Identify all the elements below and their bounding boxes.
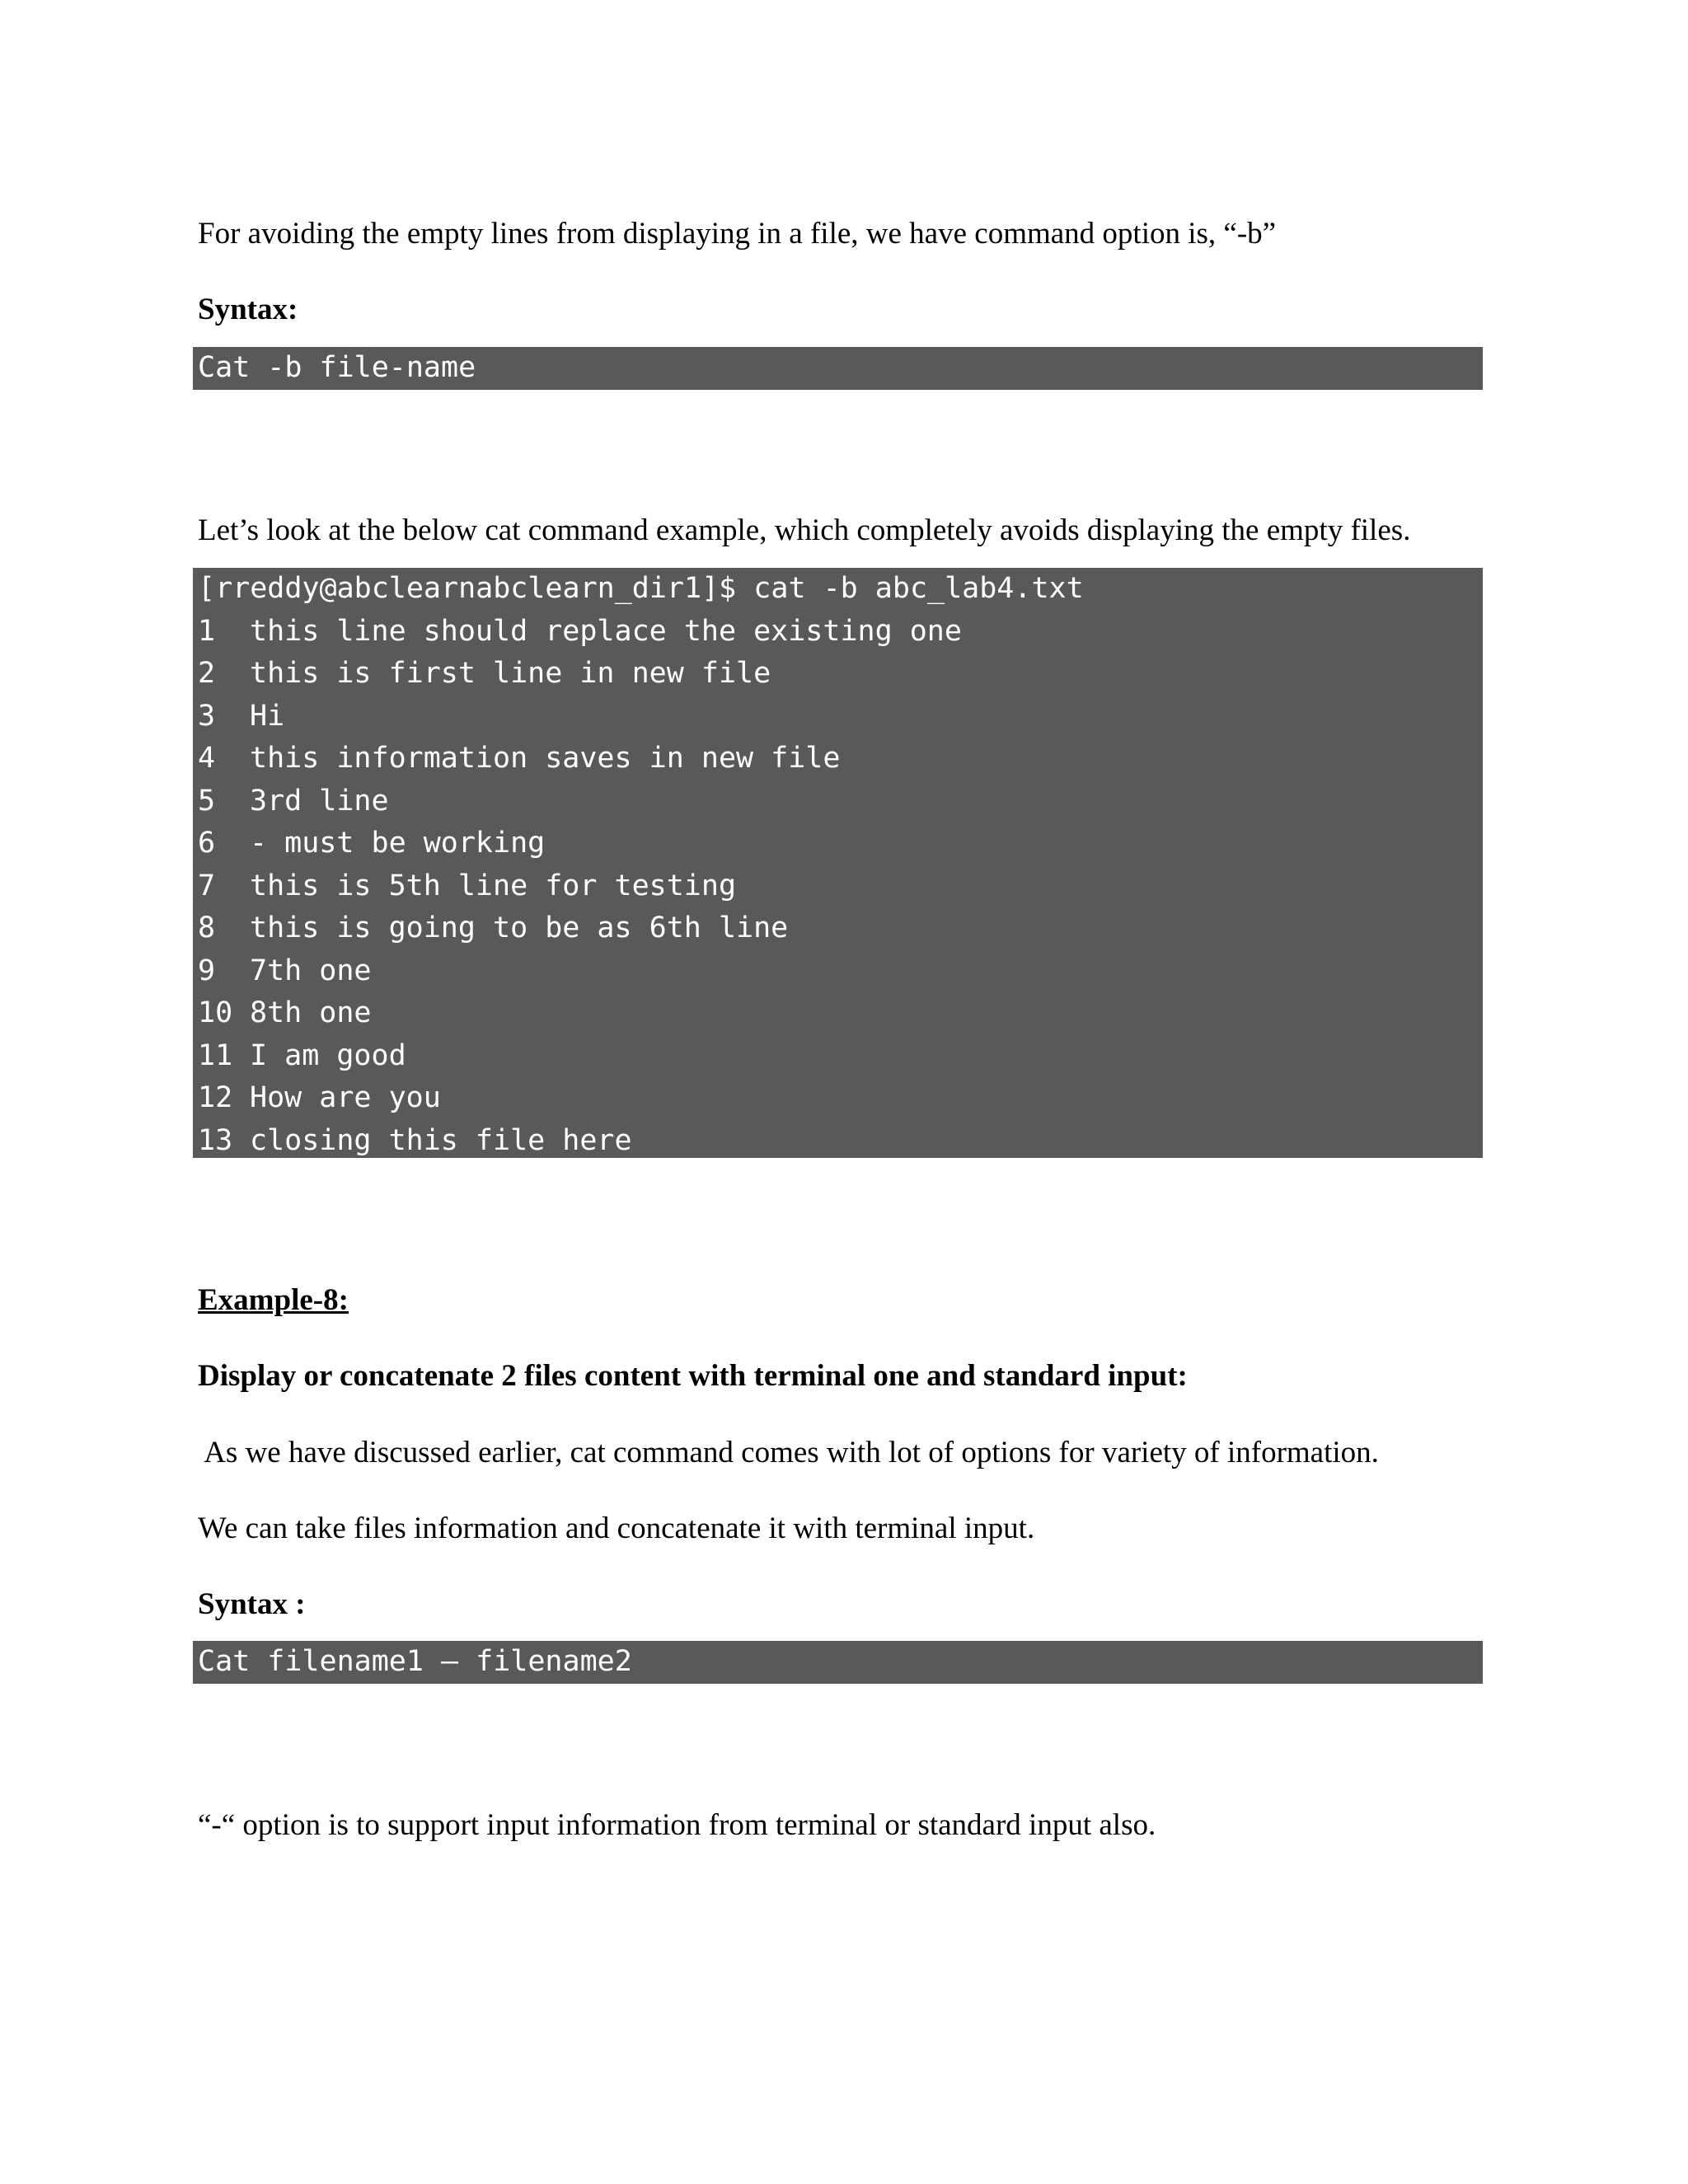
terminal-line: [198, 1120, 1483, 1163]
option-note-paragraph: “-“ option is to support input information from terminal or standard input also.: [198, 1808, 1156, 1842]
terminal-line: [198, 907, 1483, 950]
line-number: 10: [198, 996, 233, 1029]
syntax-code-block-1: [193, 347, 1483, 390]
terminal-line: [198, 696, 1483, 738]
terminal-line: [198, 780, 1483, 823]
syntax-heading-1: Syntax:: [198, 293, 298, 326]
line-number: 9: [198, 954, 216, 987]
line-number: 1: [198, 614, 216, 648]
line-text: this is 5th line for testing: [250, 869, 737, 902]
terminal-prompt: [rreddy@abclearnabclearn_dir1]$ cat -b abc_lab4.txt: [198, 572, 1084, 605]
line-text: I am good: [250, 1038, 406, 1072]
example-8-subtitle: Display or concatenate 2 files content with terminal one and standard input:: [198, 1359, 1188, 1393]
terminal-line: [198, 653, 1483, 696]
line-number: 11: [198, 1038, 233, 1072]
line-text: 8th one: [250, 996, 372, 1029]
line-text: 7th one: [250, 954, 372, 987]
terminal-line: [198, 1035, 1483, 1078]
example-8-paragraph-2: We can take files information and concatenate it with terminal input.: [198, 1511, 1035, 1545]
example-intro-paragraph: Let’s look at the below cat command example, which completely avoids displaying the empty files.: [198, 513, 1411, 547]
example-8-title: Example-8:: [198, 1283, 349, 1317]
intro-paragraph: For avoiding the empty lines from displaying in a file, we have command option is, “-b”: [198, 217, 1277, 251]
line-number: 7: [198, 869, 216, 902]
code-line: Cat -b file-name: [198, 351, 476, 384]
line-number: 8: [198, 912, 216, 944]
terminal-output-block: [193, 568, 1483, 1158]
line-text: How are you: [250, 1081, 441, 1114]
line-text: 3rd line: [250, 784, 389, 818]
line-text: - must be working: [250, 827, 546, 860]
line-number: 2: [198, 657, 216, 690]
syntax-heading-2: Syntax :: [198, 1587, 306, 1621]
line-number: 6: [198, 827, 216, 860]
example-8-paragraph-1: As we have discussed earlier, cat command comes with lot of options for variety of information.: [198, 1436, 1379, 1469]
line-number: 3: [198, 699, 216, 733]
line-text: closing this file here: [250, 1123, 632, 1157]
terminal-line: [198, 865, 1483, 908]
line-text: this information saves in new file: [250, 742, 841, 775]
terminal-line: [198, 611, 1483, 654]
terminal-line: [198, 1077, 1483, 1120]
terminal-line: [198, 738, 1483, 780]
line-text: Hi: [250, 699, 285, 733]
line-number: 12: [198, 1081, 233, 1114]
terminal-line: [198, 992, 1483, 1035]
terminal-line: [198, 823, 1483, 865]
line-text: this is going to be as 6th line: [250, 912, 789, 944]
code-line: Cat filename1 – filename2: [198, 1645, 632, 1678]
terminal-line: [198, 950, 1483, 993]
line-number: 4: [198, 742, 216, 775]
line-text: this line should replace the existing one: [250, 614, 962, 648]
line-number: 13: [198, 1123, 233, 1157]
line-text: this is first line in new file: [250, 657, 771, 690]
line-number: 5: [198, 784, 216, 818]
syntax-code-block-2: [193, 1641, 1483, 1684]
